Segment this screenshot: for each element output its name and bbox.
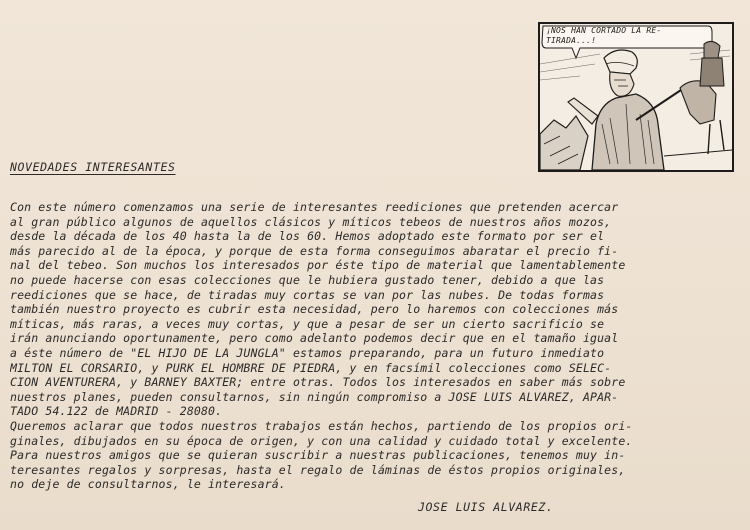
article-line: irán anunciando oportunamente, pero como adelanto podemos decir que en el tamaño igual: [10, 331, 619, 346]
article-line: a éste número de "EL HIJO DE LA JUNGLA" estamos preparando, para un futuro inmediato: [10, 345, 605, 360]
article-line: nuestros planes, pueden consultarnos, sin ningún compromiso a JOSE LUIS ALVAREZ, APAR-: [10, 389, 619, 404]
article-line: ginales, dibujados en su época de origen, y con una calidad y cuidado total y excelente.: [10, 433, 633, 448]
article-line: más parecido al de la época, y porque de esta forma conseguimos abaratar el precio fi-: [10, 243, 619, 258]
article-line: míticas, más raras, a veces muy cortas, y que a pesar de ser un cierto sacrificio se: [10, 316, 605, 331]
article-line: nal del tebeo. Son muchos los interesados por éste tipo de material que lamentablemente: [10, 258, 626, 273]
article-line: no puede hacerse con esas colecciones que le hubiera gustado tener, debido a que las: [10, 272, 605, 287]
article-line: no deje de consultarnos, le interesará.: [10, 477, 286, 492]
article-line: Queremos aclarar que todos nuestros trabajos están hechos, partiendo de los propios ori-: [10, 418, 633, 433]
article-line: CION AVENTURERA, y BARNEY BAXTER; entre otras. Todos los interesados en saber más sobre: [10, 375, 626, 390]
article-heading: NOVEDADES INTERESANTES: [10, 160, 176, 174]
article-line: TADO 54.122 de MADRID - 28080.: [10, 404, 223, 419]
article-line: MILTON EL CORSARIO, y PURK EL HOMBRE DE PIEDRA, y en facsímil colecciones como SELEC-: [10, 360, 612, 375]
comic-panel: [538, 22, 734, 172]
speech-balloon-text: ¡NOS HAN CORTADO LA RE- TIRADA...!: [546, 26, 662, 45]
article-line: teresantes regalos y sorpresas, hasta el regalo de láminas de éstos propios originales,: [10, 462, 626, 477]
article-line: Con este número comenzamos una serie de interesantes reediciones que pretenden acercar: [10, 200, 619, 214]
article-line: reediciones que se hace, de tiradas muy cortas se van por las nubes. De todas formas: [10, 287, 605, 302]
article-line: Para nuestros amigos que se quieran suscribir a nuestras publicaciones, tenemos muy in-: [10, 448, 626, 463]
article-line: también nuestro proyecto es cubrir esta necesidad, pero lo haremos con colecciones más: [10, 302, 619, 317]
signature: JOSE LUIS ALVAREZ.: [418, 500, 554, 514]
article-body: [10, 200, 732, 492]
article-line: al gran público algunos de aquellos clásicos y míticos tebeos de nuestros años mozos,: [10, 214, 612, 229]
article-line: desde la década de los 40 hasta la de los 60. Hemos adoptado este formato por ser el: [10, 229, 605, 244]
